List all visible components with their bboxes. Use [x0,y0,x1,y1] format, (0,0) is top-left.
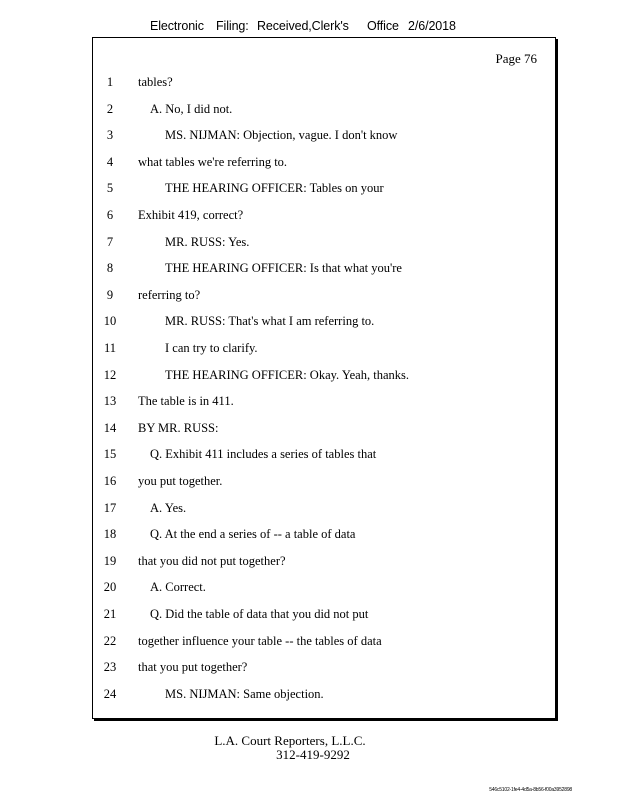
page-number: Page 76 [495,51,537,66]
line-number: 14 [103,420,117,435]
line-number: 22 [103,633,117,648]
line-number: 13 [103,394,117,409]
line-text: THE HEARING OFFICER: Okay. Yeah, thanks. [165,367,409,382]
transcript-line [92,660,552,676]
line-text: referring to? [138,287,201,302]
stamp-word-electronic: Electronic [150,19,204,33]
transcript-line [92,527,552,543]
transcript-line [92,341,552,357]
line-number: 16 [103,474,117,488]
line-number: 20 [103,580,117,595]
line-text: tables? [138,75,173,89]
line-text: A. No, I did not. [150,101,233,116]
footer-company: L.A. Court Reporters, L.L.C. [214,733,366,748]
transcript-line [92,102,552,118]
line-number: 11 [103,341,117,355]
line-text: THE HEARING OFFICER: Tables on your [165,181,384,196]
line-text: Exhibit 419, correct? [138,208,244,222]
line-text: I can try to clarify. [165,341,258,355]
transcript-line [92,314,552,330]
line-text: MS. NIJMAN: Objection, vague. I don't know [165,128,398,143]
line-number: 2 [106,101,114,116]
line-text: THE HEARING OFFICER: Is that what you're [165,261,402,276]
line-text: MR. RUSS: Yes. [165,234,250,249]
transcript-line [92,474,552,490]
line-number: 6 [106,208,114,222]
transcript-line [92,580,552,596]
line-number: 15 [103,447,117,462]
line-text: The table is in 411. [138,394,234,409]
stamp-word-received: Received,Clerk's [257,19,349,33]
line-number: 24 [103,686,117,701]
line-number: 18 [103,527,117,542]
document-hash: 546c5102-1fe4-4d5a-8b56-f00a3952898 [489,787,572,793]
line-number: 1 [106,75,114,89]
transcript-line [92,288,552,304]
line-text: MR. RUSS: That's what I am referring to. [165,314,375,329]
transcript-line [92,75,552,91]
transcript-line [92,554,552,570]
line-text: Q. Did the table of data that you did not put [150,607,369,621]
stamp-word-office: Office [367,19,399,33]
line-number: 3 [106,128,114,143]
line-number: 9 [106,287,114,302]
line-text: that you put together? [138,660,248,675]
line-number: 17 [103,500,117,515]
clerk-filing-stamp [150,19,456,33]
line-text: A. Yes. [150,500,187,515]
line-number: 4 [106,154,114,169]
transcript-line [92,447,552,463]
line-text: you put together. [138,474,223,488]
transcript-line [92,235,552,251]
stamp-date: 2/6/2018 [408,19,456,33]
line-number: 12 [103,367,117,382]
line-number: 19 [103,553,117,568]
line-number: 23 [103,660,117,675]
transcript-line [92,128,552,144]
line-text: A. Correct. [150,580,206,595]
footer-phone: 312-419-9292 [276,747,350,762]
transcript-line [92,208,552,224]
line-number: 8 [106,261,114,276]
transcript-line [92,261,552,277]
line-number: 21 [103,607,117,621]
line-text: BY MR. RUSS: [138,420,219,435]
line-text: that you did not put together? [138,553,286,568]
line-text: Q. Exhibit 411 includes a series of tables that [150,447,377,462]
line-text: Q. At the end a series of -- a table of data [150,527,356,542]
line-number: 10 [103,314,117,329]
transcript-line [92,501,552,517]
line-text: together influence your table -- the tables of data [138,633,382,648]
stamp-word-filing: Filing: [216,19,249,33]
transcript-line [92,368,552,384]
line-number: 5 [106,181,114,196]
transcript-line [92,687,552,703]
transcript-line [92,607,552,623]
line-text: MS. NIJMAN: Same objection. [165,686,324,701]
line-number: 7 [106,234,114,249]
transcript-line [92,181,552,197]
transcript-line [92,155,552,171]
transcript-line [92,394,552,410]
transcript-line [92,634,552,650]
line-text: what tables we're referring to. [138,154,288,169]
transcript-line [92,421,552,437]
